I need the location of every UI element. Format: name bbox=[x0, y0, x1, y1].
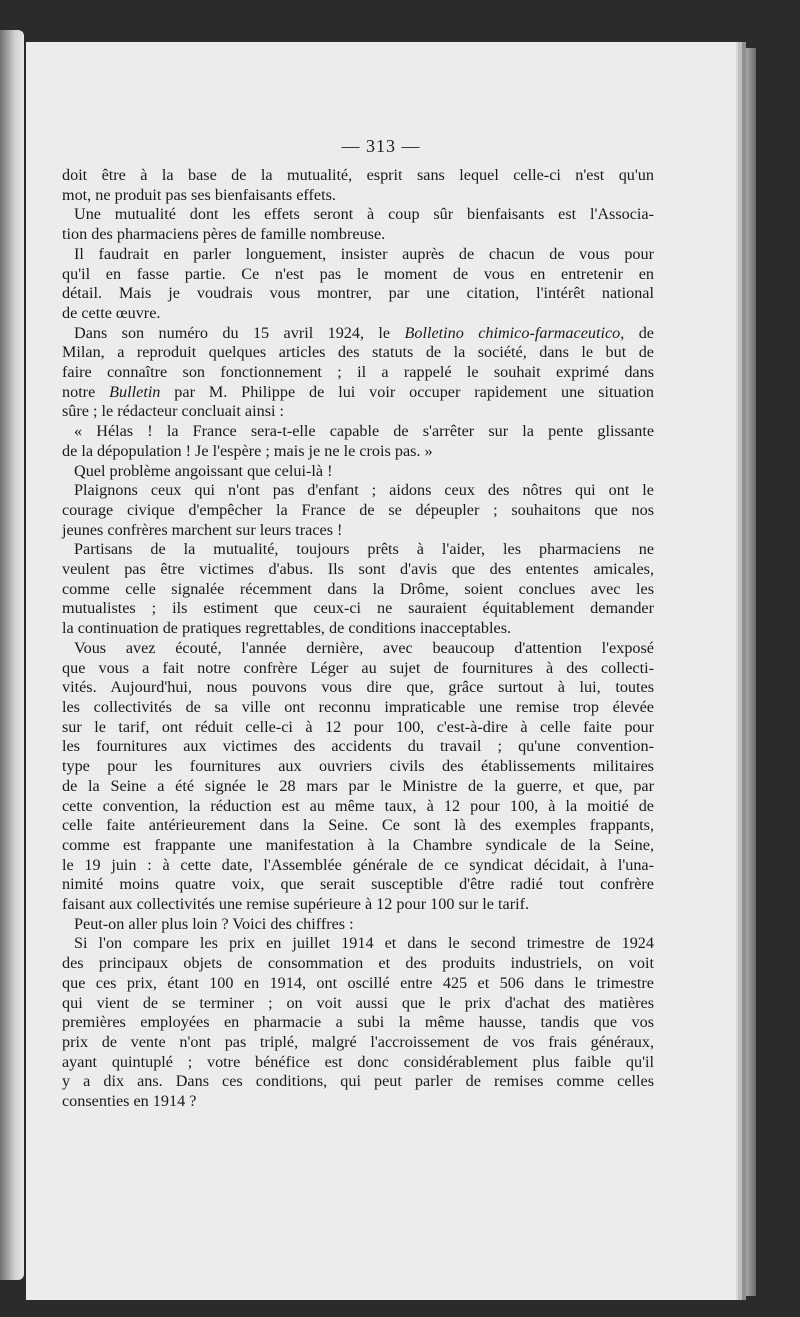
text-line: faire connaître son fonctionnement ; il a rappelé le souhait exprimé dans bbox=[62, 363, 654, 382]
text-line: la continuation de pratiques regrettables, de conditions inacceptables. bbox=[62, 619, 512, 638]
text-line: Milan, a reproduit quelques articles des statuts de la société, dans le but de bbox=[62, 343, 654, 362]
text-line: type pour les fournitures aux ouvriers civils des établissements militaires bbox=[62, 757, 654, 776]
text-line: jeunes confrères marchent sur leurs traces ! bbox=[62, 520, 343, 539]
text-line: qui vient de se terminer ; on voit aussi que le prix d'achat des matières bbox=[62, 993, 654, 1012]
text-line: ayant quintuplé ; votre bénéfice est donc considérablement plus faible qu'il bbox=[62, 1052, 654, 1071]
text-line: qu'il en fasse partie. Ce n'est pas le moment de vous en entretenir en bbox=[62, 264, 654, 283]
text-line: cette convention, la réduction est au même taux, à 12 pour 100, à la moitié de bbox=[62, 796, 654, 815]
text-line: de la dépopulation ! Je l'espère ; mais je ne le crois pas. » bbox=[62, 441, 433, 460]
text-line: que ces prix, étant 100 en 1914, ont oscillé entre 425 et 506 dans le trimestre bbox=[62, 973, 654, 992]
text-line: prix de vente n'ont pas triplé, malgré l'accroissement de vos frais généraux, bbox=[62, 1032, 654, 1051]
text-line: mutualistes ; ils estiment que ceux-ci ne sauraient équitablement demander bbox=[62, 599, 654, 618]
facing-page-edge bbox=[0, 30, 24, 1280]
text-line: les fournitures aux victimes des accidents du travail ; qu'une convention- bbox=[62, 737, 654, 756]
page-stack-edge bbox=[736, 48, 756, 1296]
page-number: — 313 — bbox=[341, 136, 421, 156]
text-line: comme celle signalée récemment dans la Drôme, soient conclues avec les bbox=[62, 579, 654, 598]
text-line: nimité moins quatre voix, que serait susceptible d'être radié tout confrère bbox=[62, 875, 654, 894]
text-line: y a dix ans. Dans ces conditions, qui peut parler de remises comme celles bbox=[62, 1072, 654, 1091]
text-line: Vous avez écouté, l'année dernière, avec beaucoup d'attention l'exposé bbox=[74, 638, 654, 657]
text-line: faisant aux collectivités une remise supérieure à 12 pour 100 sur le tarif. bbox=[62, 895, 530, 914]
text-line: « Hélas ! la France sera-t-elle capable de s'arrêter sur la pente glissante bbox=[74, 422, 654, 441]
text-line: Quel problème angoissant que celui-là ! bbox=[74, 461, 333, 480]
text-line: notre Bulletin par M. Philippe de lui voir occuper rapidement une situation bbox=[62, 382, 654, 401]
body-text bbox=[62, 166, 654, 1112]
text-line: consenties en 1914 ? bbox=[62, 1092, 197, 1111]
text-line: tion des pharmaciens pères de famille nombreuse. bbox=[62, 225, 386, 244]
text-line: sûre ; le rédacteur concluait ainsi : bbox=[62, 402, 285, 421]
text-line: les collectivités de sa ville ont reconnu impraticable une remise trop élevée bbox=[62, 697, 654, 716]
text-line: Partisans de la mutualité, toujours prêts à l'aider, les pharmaciens ne bbox=[74, 540, 654, 559]
text-line: Une mutualité dont les effets seront à coup sûr bienfaisants est l'Associa- bbox=[74, 205, 654, 224]
book-page bbox=[26, 42, 736, 1300]
text-line: détail. Mais je voudrais vous montrer, par une citation, l'intérêt national bbox=[62, 284, 654, 303]
text-line: Dans son numéro du 15 avril 1924, le Bolletino chimico-farmaceutico, de bbox=[74, 323, 654, 342]
text-line: que vous a fait notre confrère Léger au sujet de fournitures à des collecti- bbox=[62, 658, 654, 677]
text-line: veulent pas être victimes d'abus. Ils sont d'avis que des ententes amicales, bbox=[62, 560, 654, 579]
text-line: sur le tarif, ont réduit celle-ci à 12 pour 100, c'est-à-dire à celle faite pour bbox=[62, 717, 654, 736]
text-line: de cette œuvre. bbox=[62, 303, 161, 322]
text-line: Il faudrait en parler longuement, insister auprès de chacun de vous pour bbox=[74, 244, 654, 263]
text-line: de la Seine a été signée le 28 mars par le Ministre de la guerre, et que, par bbox=[62, 776, 654, 795]
text-line: mot, ne produit pas ses bienfaisants effets. bbox=[62, 185, 336, 204]
text-line: premières employées en pharmacie a subi la même hausse, tandis que vos bbox=[62, 1013, 654, 1032]
text-line: Plaignons ceux qui n'ont pas d'enfant ; aidons ceux des nôtres qui ont le bbox=[74, 481, 654, 500]
text-line: le 19 juin : à cette date, l'Assemblée générale de ce syndicat décidait, à l'una- bbox=[62, 855, 654, 874]
text-line: celle faite antérieurement dans la Seine. Ce sont là des exemples frappants, bbox=[62, 816, 654, 835]
text-line: des principaux objets de consommation et des produits industriels, on voit bbox=[62, 954, 654, 973]
text-line: courage civique d'empêcher la France de se dépeupler ; souhaitons que nos bbox=[62, 500, 654, 519]
text-line: doit être à la base de la mutualité, esprit sans lequel celle-ci n'est qu'un bbox=[62, 166, 654, 184]
text-line: Si l'on compare les prix en juillet 1914 et dans le second trimestre de 1924 bbox=[74, 934, 654, 953]
text-line: comme est frappante une manifestation à la Chambre syndicale de la Seine, bbox=[62, 835, 654, 854]
text-line: Peut-on aller plus loin ? Voici des chiffres : bbox=[74, 914, 354, 933]
text-line: vités. Aujourd'hui, nous pouvons vous dire que, grâce surtout à lui, toutes bbox=[62, 678, 654, 697]
